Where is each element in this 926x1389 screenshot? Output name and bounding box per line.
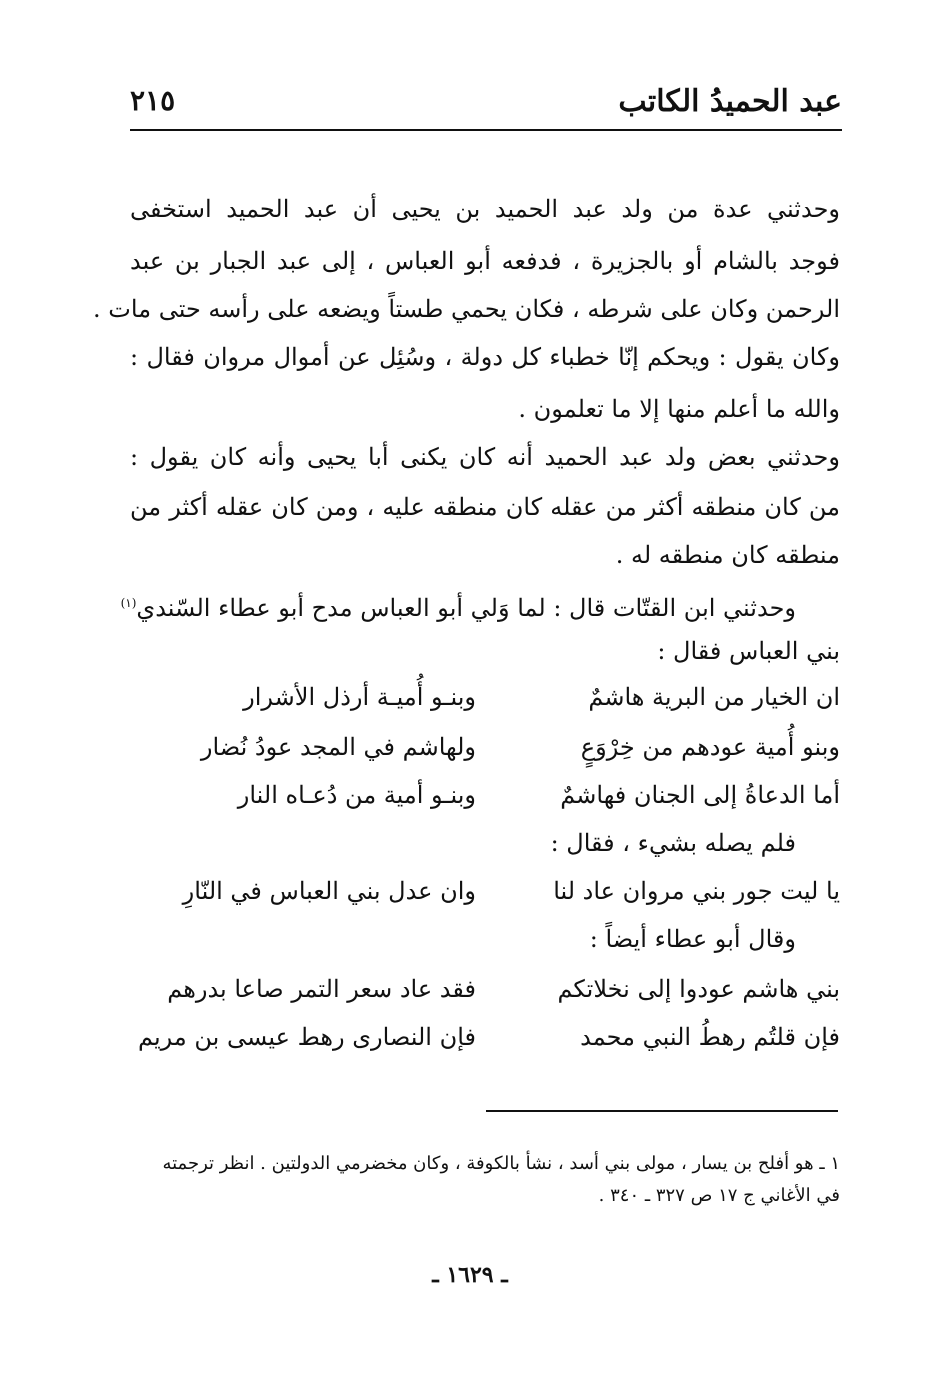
text-line-content: وحدثني ابن القتّات قال : لما وَلي أبو العباس مدح أبو عطاء السّندي (136, 594, 796, 622)
verse-second-hemistich: فقد عاد سعر التمر صاعا بدرهم (167, 975, 476, 1003)
text-line: من كان منطقه أكثر من عقله كان منطقه عليه ، ومن كان عقله أكثر من (130, 493, 840, 521)
text-line: وكان يقول : ويحكم إنّا خطباء كل دولة ، وسُئِل عن أموال مروان فقال : (130, 343, 840, 371)
running-title: عبد الحميدُ الكاتب (618, 84, 842, 119)
verse-second-hemistich: وبنـو أُميـة أرذل الأشرار (243, 683, 476, 711)
text-line: الرحمن وكان على شرطه ، فكان يحمي طستاً ويضعه على رأسه حتى مات . (93, 295, 840, 323)
footnote-line: ١ ـ هو أفلح بن يسار ، مولى بني أسد ، نشأ بالكوفة ، وكان مخضرمي الدولتين . انظر ترجمته (162, 1153, 840, 1174)
verse-first-hemistich: بني هاشم عودوا إلى نخلاتكم (557, 975, 840, 1003)
running-header (130, 84, 842, 128)
text-line (121, 586, 796, 620)
verse-first-hemistich: فإن قلتُم رهطُ النبي محمد (580, 1023, 840, 1051)
text-line: بني العباس فقال : (657, 637, 840, 665)
narration-line: فلم يصله بشيء ، فقال : (550, 829, 796, 857)
verse-first-hemistich: ان الخيار من البرية هاشمٌ (588, 683, 840, 711)
header-rule (130, 129, 842, 131)
text-line: وحدثني بعض ولد عبد الحميد أنه كان يكنى أبا يحيى وأنه كان يقول : (130, 443, 840, 471)
verse-first-hemistich: يا ليت جور بني مروان عاد لنا (553, 877, 840, 905)
narration-line: وقال أبو عطاء أيضاً : (589, 925, 796, 953)
footnote-marker: (١) (120, 596, 137, 610)
verse-second-hemistich: ولهاشم في المجد عودُ نُضار (200, 733, 476, 761)
text-line: والله ما أعلم منها إلا ما تعلمون . (518, 395, 840, 423)
folio-number: ـ ١٦٢٩ ـ (432, 1262, 508, 1288)
text-line: فوجد بالشام أو بالجزيرة ، فدفعه أبو العباس ، إلى عبد الجبار بن عبد (130, 247, 840, 275)
footnote-line: في الأغاني ج ١٧ ص ٣٢٧ ـ ٣٤٠ . (598, 1185, 840, 1206)
verse-first-hemistich: وبنو أُمية عودهم من خِرْوَعٍ (580, 733, 840, 761)
verse-second-hemistich: وان عدل بني العباس في النّارِ (182, 877, 476, 905)
footnote-rule (486, 1110, 838, 1112)
verse-second-hemistich: فإن النصارى رهط عيسى بن مريم (138, 1023, 476, 1051)
page-number: ٢١٥ (130, 84, 176, 117)
verse-first-hemistich: أما الدعاةُ إلى الجنان فهاشمٌ (560, 781, 840, 809)
text-line: منطقه كان منطقه له . (615, 541, 840, 569)
text-line: وحدثني عدة من ولد عبد الحميد بن يحيى أن عبد الحميد استخفى (130, 195, 840, 223)
verse-second-hemistich: وبنـو أمية من دُعـاه النار (237, 781, 476, 809)
